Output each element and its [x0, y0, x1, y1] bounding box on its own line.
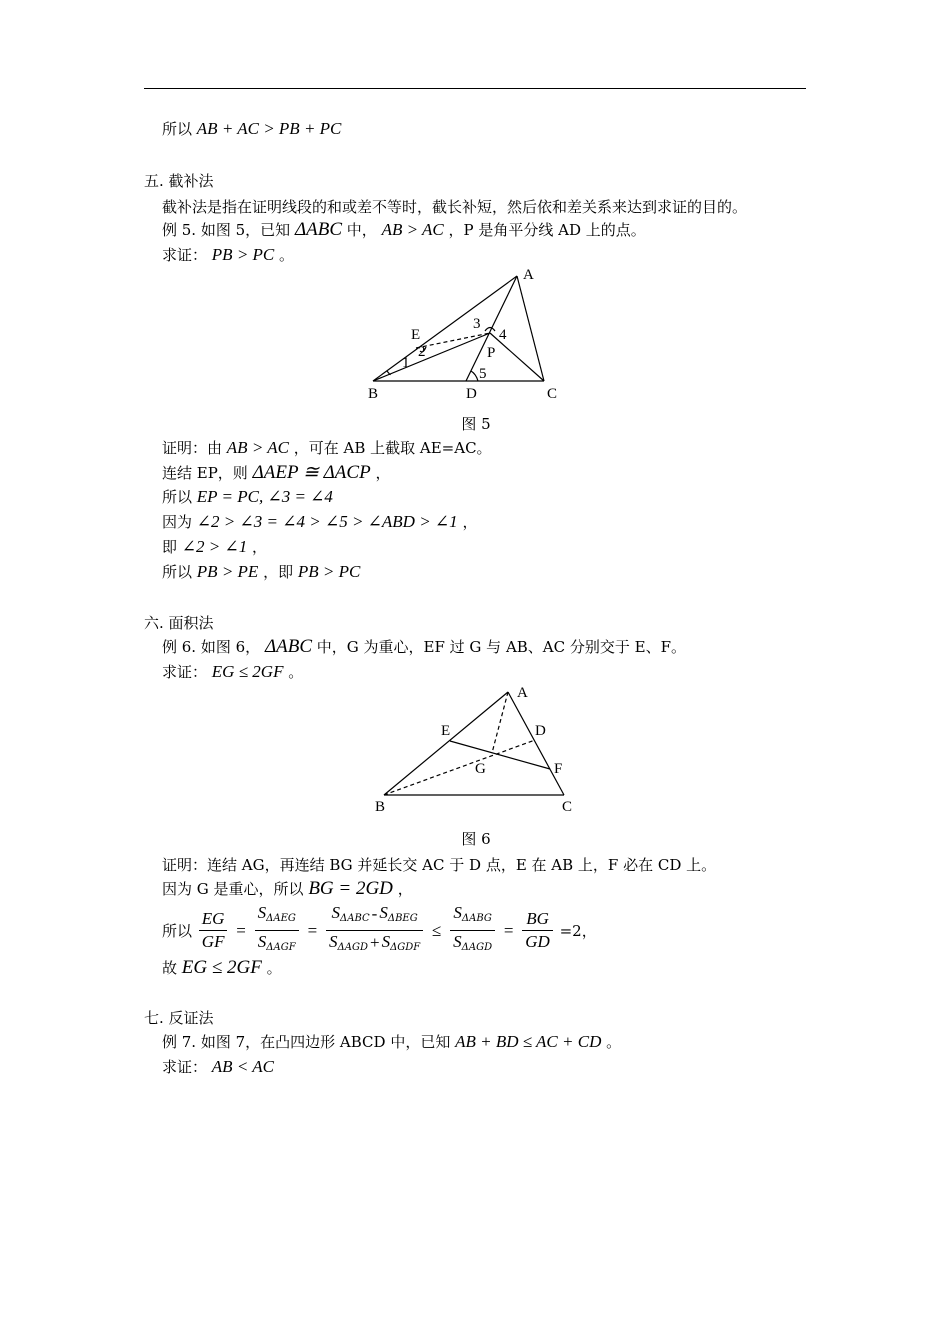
fraction-area-agf-denominator	[255, 931, 299, 959]
fig5-label-e: E	[411, 327, 421, 343]
sec6-prove-end: 。	[288, 663, 304, 681]
fraction-area-sum-denominator	[326, 931, 423, 959]
sec5-proof-l5-tail: ，	[252, 538, 268, 556]
area-symbol: S	[331, 903, 341, 922]
sec5-proof-l4-math: ∠2 > ∠3 = ∠4 > ∠5 > ∠ABD > ∠1	[196, 512, 458, 531]
fig6-label-b: B	[375, 799, 386, 815]
fig6-side-ab	[384, 692, 508, 795]
sec5-example	[162, 220, 646, 240]
fig6-label-g: G	[475, 761, 486, 777]
sec6-proof-l2-math: BG = 2GD	[308, 878, 393, 899]
fig5-label-1: 1	[402, 355, 410, 371]
area-symbol: S	[329, 932, 338, 951]
area-symbol: S	[257, 903, 267, 922]
sec5-example-text-c: ，P 是角平分线 AD 上的点。	[448, 221, 646, 239]
sec5-proof-l6-math2: PB > PC	[297, 562, 361, 581]
sec7-example-text: 例 7. 如图 7，在凸四边形 ABCD 中，已知	[162, 1033, 451, 1051]
minus-sign: -	[371, 904, 378, 923]
fig5-label-a: A	[523, 267, 534, 283]
fig6-caption: 图 6	[461, 830, 491, 848]
fig6-segment-ag	[492, 692, 508, 753]
sec5-prove-label: 求证：	[162, 246, 208, 264]
sec6-example-text-b: 中，G 为重心，EF 过 G 与 AB、AC 分别交于 E、F。	[316, 638, 687, 656]
sec5-proof-l6-mid: ，即	[263, 563, 294, 581]
sec5-proof-l5-text: 即	[162, 538, 178, 556]
area-symbol: S	[453, 932, 462, 951]
sec6-prove-label: 求证：	[162, 663, 208, 681]
sec6-prove	[162, 662, 303, 682]
fraction-area-aeg-agf	[255, 902, 299, 959]
sec5-proof-line2	[162, 463, 390, 483]
sec5-proof-line5	[162, 537, 267, 557]
fraction-eg-numerator: EG	[199, 908, 228, 931]
sec6-fraction-prefix: 所以	[162, 922, 193, 940]
subscript-abc: ΔABC	[340, 913, 370, 924]
sec7-prove-math: AB < AC	[211, 1057, 274, 1076]
fig6-label-a: A	[517, 685, 528, 701]
sec6-example-text-a: 例 6. 如图 6，	[162, 638, 261, 656]
fraction-area-difference-numerator	[326, 902, 423, 931]
fraction-gf-denominator: GF	[201, 932, 225, 951]
fig6-segment-bd	[384, 740, 535, 795]
fraction-area-aeg-numerator	[255, 902, 299, 931]
fig6-label-e: E	[441, 723, 451, 739]
fraction-bg-gd	[522, 908, 553, 953]
sec7-prove-label: 求证：	[162, 1058, 208, 1076]
sec5-example-math-triangle: ΔABC	[294, 219, 342, 240]
fraction-area-agd-denominator	[450, 931, 495, 959]
area-symbol: S	[257, 932, 267, 951]
sec5-prove-math: PB > PC	[211, 245, 275, 264]
sec5-proof-line4	[162, 512, 477, 532]
fraction-bg-numerator: BG	[522, 908, 553, 931]
sec6-proof-l4-tail: 。	[266, 959, 282, 977]
fig5-label-b: B	[368, 386, 379, 402]
fig5-side-ab	[373, 276, 517, 381]
sec5-proof-l3-math: EP = PC, ∠3 = ∠4	[196, 487, 333, 506]
sec7-example-math: AB + BD ≤ AC + CD	[455, 1032, 602, 1051]
sec5-proof-l1-tail: ，可在 AB 上截取 AE=AC。	[293, 439, 492, 457]
subscript-gdf: ΔGDF	[390, 942, 421, 953]
sec6-example-math: ΔABC	[264, 636, 312, 657]
less-equal-sign: ≤	[432, 920, 442, 940]
fig6-side-ac	[508, 692, 564, 795]
fig6-segment-ef	[450, 741, 550, 769]
fig5-label-5: 5	[479, 366, 487, 382]
sec5-example-text-b: 中，	[346, 221, 377, 239]
sec5-proof-l2-text: 连结 EP，则	[162, 464, 248, 482]
sec7-prove	[162, 1057, 274, 1077]
top-conclusion	[162, 119, 341, 139]
area-symbol: S	[453, 903, 462, 922]
subscript-agd: ΔAGD	[337, 942, 368, 953]
fig5-label-4: 4	[499, 327, 507, 343]
sec5-proof-l4-text: 因为	[162, 513, 193, 531]
sec5-proof-l1-text: 证明：由	[162, 439, 223, 457]
fig5-angle-5-arc	[471, 371, 478, 381]
area-symbol: S	[379, 903, 388, 922]
fraction-area-abg-numerator	[450, 902, 495, 931]
plus-sign: +	[369, 933, 380, 952]
fig5-label-p: P	[487, 345, 496, 361]
sec6-proof-l2-tail: ，	[397, 880, 413, 898]
fig5-label-3: 3	[473, 316, 481, 332]
top-prefix: 所以	[162, 120, 193, 138]
sec6-proof-l4-math: EG ≤ 2GF	[181, 957, 262, 978]
fraction-gd-denominator: GD	[525, 932, 550, 951]
sec6-proof-line2	[162, 879, 413, 899]
sec5-intro: 截补法是指在证明线段的和或差不等时，截长补短，然后依和差关系来达到求证的目的。	[162, 198, 748, 216]
sec6-prove-math: EG ≤ 2GF	[211, 662, 284, 681]
fig5-label-d: D	[466, 386, 477, 402]
subscript-agd: ΔAGD	[461, 942, 493, 953]
sec5-proof-line3	[162, 487, 333, 507]
sec5-proof-l3-text: 所以	[162, 488, 193, 506]
fig6-label-f: F	[554, 761, 563, 777]
sec6-example	[162, 637, 686, 657]
top-math: AB + AC > PB + PC	[196, 119, 342, 138]
equals-sign-3: =	[503, 920, 514, 940]
sec5-proof-l6-text: 所以	[162, 563, 193, 581]
sec5-example-text-a: 例 5. 如图 5，已知	[162, 221, 291, 239]
sec5-proof-line6	[162, 562, 360, 582]
header-rule	[144, 88, 806, 89]
subscript-aeg: ΔAEG	[266, 913, 296, 924]
sec5-heading: 五. 截补法	[144, 172, 214, 190]
equals-sign-2: =	[307, 920, 318, 940]
fraction-tail: =2，	[559, 922, 597, 940]
sec6-proof-l2-text: 因为 G 是重心，所以	[162, 880, 304, 898]
equals-sign-1: =	[236, 920, 246, 940]
subscript-abg: ΔABG	[461, 913, 492, 924]
sec5-example-math-ineq: AB > AC	[381, 220, 444, 239]
fig5-caption: 图 5	[461, 415, 491, 433]
fig5-label-c: C	[547, 386, 558, 402]
sec5-proof-l4-tail: ，	[462, 513, 478, 531]
sec5-proof-line1	[162, 438, 492, 458]
sec6-heading: 六. 面积法	[144, 614, 214, 632]
sec5-proof-l6-math1: PB > PE	[196, 562, 259, 581]
fig5-segment-ep	[416, 333, 490, 348]
subscript-agf: ΔAGF	[266, 942, 296, 953]
figure-6	[365, 680, 595, 820]
sec7-example-end: 。	[606, 1033, 622, 1051]
area-symbol: S	[381, 932, 391, 951]
sec5-proof-l1-math: AB > AC	[226, 438, 289, 457]
fraction-area-difference-sum	[326, 902, 423, 959]
sec7-heading: 七. 反证法	[144, 1009, 214, 1027]
sec5-proof-l2-math: ΔAEP ≅ ΔACP	[252, 462, 371, 483]
sec6-fraction-line	[162, 902, 597, 959]
sec5-proof-l5-math: ∠2 > ∠1	[181, 537, 248, 556]
subscript-beg: ΔBEG	[387, 913, 418, 924]
fig6-label-d: D	[535, 723, 546, 739]
fig6-label-c: C	[562, 799, 573, 815]
sec5-prove-end: 。	[279, 246, 295, 264]
fig5-label-2: 2	[418, 344, 426, 360]
fraction-area-abg-agd	[450, 902, 495, 959]
sec6-proof-l4-text: 故	[162, 959, 178, 977]
sec6-proof-line4	[162, 958, 282, 978]
sec5-proof-l2-tail: ，	[375, 464, 391, 482]
sec7-example	[162, 1032, 621, 1052]
sec5-prove	[162, 245, 294, 265]
sec6-proof-line1: 证明：连结 AG，再连结 BG 并延长交 AC 于 D 点，E 在 AB 上，F 必在 CD 上。	[162, 856, 717, 874]
fig5-side-ac	[517, 276, 544, 381]
figure-5	[360, 262, 600, 412]
fraction-eg-gf	[199, 908, 228, 953]
